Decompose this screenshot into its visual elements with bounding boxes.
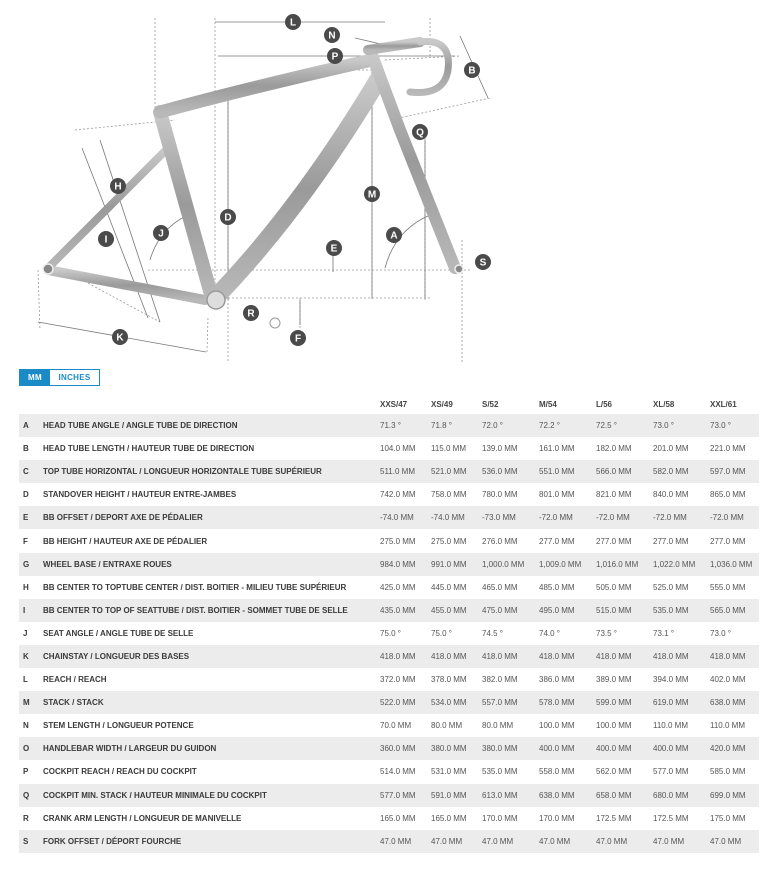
measurement-value: 47.0 MM: [710, 836, 742, 846]
measurement-name: BB OFFSET / DEPORT AXE DE PÉDALIER: [43, 513, 203, 523]
measurement-value: 70.0 MM: [380, 721, 412, 731]
measurement-value: 47.0 MM: [482, 836, 514, 846]
measurement-value: 562.0 MM: [596, 767, 632, 777]
table-row: [19, 483, 759, 506]
marker-j: [153, 225, 169, 241]
marker-f: [290, 330, 306, 346]
front-dropout: [455, 265, 463, 273]
marker-i: [98, 231, 114, 247]
measurement-value: 535.0 MM: [653, 605, 689, 615]
marker-l: [285, 14, 301, 30]
measurement-value: 418.0 MM: [653, 651, 689, 661]
measurement-value: 110.0 MM: [653, 721, 688, 731]
measurement-value: 386.0 MM: [539, 675, 575, 685]
measurement-value: 495.0 MM: [539, 605, 575, 615]
measurement-value: 400.0 MM: [653, 744, 689, 754]
marker-b: [464, 62, 480, 78]
size-header: L/56: [596, 400, 613, 409]
frame-geometry-diagram: [0, 0, 767, 362]
measurement-value: 75.0 °: [431, 628, 452, 638]
size-header: S/52: [482, 400, 499, 409]
measurement-letter: G: [23, 559, 30, 569]
measurement-value: 165.0 MM: [431, 813, 467, 823]
geometry-table-body: [19, 414, 759, 853]
measurement-value: 515.0 MM: [596, 605, 632, 615]
table-row: [19, 576, 759, 599]
size-header: M/54: [539, 400, 557, 409]
measurement-letter: D: [23, 490, 29, 500]
table-row: [19, 714, 759, 737]
measurement-letter: F: [23, 536, 28, 546]
measurement-value: 170.0 MM: [539, 813, 575, 823]
measurement-letter: Q: [23, 790, 30, 800]
size-header: XS/49: [431, 400, 453, 409]
measurement-letter: I: [23, 605, 26, 615]
measurement-value: 801.0 MM: [539, 490, 575, 500]
measurement-value: 73.5 °: [596, 628, 617, 638]
measurement-value: 73.0 °: [710, 628, 731, 638]
marker-label: L: [289, 17, 297, 29]
measurement-value: 485.0 MM: [539, 582, 575, 592]
measurement-value: 139.0 MM: [482, 444, 518, 454]
measurement-value: 71.8 °: [431, 421, 452, 431]
measurement-value: 418.0 MM: [431, 651, 467, 661]
measurement-value: 80.0 MM: [431, 721, 463, 731]
measurement-value: 110.0 MM: [710, 721, 745, 731]
table-row: [19, 599, 759, 622]
marker-label: E: [330, 243, 338, 255]
measurement-value: 511.0 MM: [380, 467, 415, 477]
table-row: [19, 784, 759, 807]
marker-label: R: [247, 308, 255, 320]
size-header: XL/58: [653, 400, 675, 409]
size-header: XXS/47: [380, 400, 408, 409]
measurement-letter: L: [23, 675, 28, 685]
table-row: [19, 553, 759, 576]
marker-label: P: [331, 51, 339, 63]
measurement-value: 47.0 MM: [653, 836, 685, 846]
measurement-name: HEAD TUBE ANGLE / ANGLE TUBE DE DIRECTION: [43, 421, 238, 431]
measurement-value: 619.0 MM: [653, 698, 689, 708]
bike-frame: [48, 42, 455, 300]
measurement-value: 1,009.0 MM: [539, 559, 582, 569]
measurement-letter: K: [23, 651, 29, 661]
measurement-value: 1,036.0 MM: [710, 559, 753, 569]
dimension-markers: [98, 14, 491, 346]
measurement-value: 165.0 MM: [380, 813, 416, 823]
measurement-value: 389.0 MM: [596, 675, 632, 685]
measurement-value: 780.0 MM: [482, 490, 518, 500]
marker-k: [112, 329, 128, 345]
marker-label: Q: [416, 127, 424, 139]
measurement-letter: M: [23, 698, 30, 708]
measurement-value: 514.0 MM: [380, 767, 416, 777]
measurement-value: 378.0 MM: [431, 675, 467, 685]
marker-s: [475, 254, 491, 270]
crank-circle: [270, 318, 280, 328]
measurement-value: 360.0 MM: [380, 744, 416, 754]
measurement-value: 382.0 MM: [482, 675, 518, 685]
measurement-value: -72.0 MM: [710, 513, 744, 523]
measurement-value: 991.0 MM: [431, 559, 467, 569]
measurement-value: 47.0 MM: [539, 836, 571, 846]
measurement-value: 455.0 MM: [431, 605, 467, 615]
marker-label: B: [468, 65, 476, 77]
measurement-value: 74.5 °: [482, 628, 503, 638]
measurement-value: 638.0 MM: [539, 790, 575, 800]
inches-unit-button[interactable]: INCHES: [50, 370, 99, 385]
measurement-value: 525.0 MM: [653, 582, 689, 592]
table-row: [19, 622, 759, 645]
measurement-name: STACK / STACK: [43, 698, 104, 708]
measurement-value: 172.5 MM: [653, 813, 689, 823]
measurement-value: 80.0 MM: [482, 721, 514, 731]
measurement-value: 984.0 MM: [380, 559, 416, 569]
measurement-letter: P: [23, 767, 29, 777]
measurement-value: 277.0 MM: [653, 536, 689, 546]
table-row: [19, 668, 759, 691]
measurement-value: 658.0 MM: [596, 790, 632, 800]
table-row: [19, 830, 759, 853]
measurement-value: 221.0 MM: [710, 444, 746, 454]
measurement-name: SEAT ANGLE / ANGLE TUBE DE SELLE: [43, 628, 194, 638]
measurement-value: 400.0 MM: [596, 744, 632, 754]
measurement-value: 558.0 MM: [539, 767, 575, 777]
measurement-value: 591.0 MM: [431, 790, 467, 800]
measurement-value: 72.0 °: [482, 421, 503, 431]
measurement-name: WHEEL BASE / ENTRAXE ROUES: [43, 559, 172, 569]
measurement-value: 742.0 MM: [380, 490, 416, 500]
measurement-value: 418.0 MM: [482, 651, 518, 661]
measurement-value: 394.0 MM: [653, 675, 689, 685]
measurement-value: 115.0 MM: [431, 444, 466, 454]
measurement-value: 582.0 MM: [653, 467, 689, 477]
measurement-value: 402.0 MM: [710, 675, 746, 685]
marker-label: A: [390, 230, 398, 242]
measurement-value: 699.0 MM: [710, 790, 746, 800]
measurement-value: -74.0 MM: [431, 513, 465, 523]
measurement-value: 400.0 MM: [539, 744, 575, 754]
marker-label: K: [116, 332, 124, 344]
measurement-letter: S: [23, 836, 29, 846]
measurement-value: 71.3 °: [380, 421, 401, 431]
measurement-value: 522.0 MM: [380, 698, 416, 708]
measurement-value: 420.0 MM: [710, 744, 746, 754]
measurement-value: 1,016.0 MM: [596, 559, 639, 569]
measurement-name: STANDOVER HEIGHT / HAUTEUR ENTRE-JAMBES: [43, 490, 237, 500]
measurement-value: 435.0 MM: [380, 605, 416, 615]
measurement-value: 566.0 MM: [596, 467, 632, 477]
bottom-bracket: [207, 291, 225, 309]
measurement-value: 74.0 °: [539, 628, 560, 638]
measurement-name: STEM LENGTH / LONGUEUR POTENCE: [43, 721, 194, 731]
size-header-row: [19, 395, 759, 414]
measurement-letter: J: [23, 628, 28, 638]
measurement-value: 565.0 MM: [710, 605, 746, 615]
measurement-letter: C: [23, 467, 29, 477]
measurement-value: 821.0 MM: [596, 490, 632, 500]
measurement-value: 47.0 MM: [431, 836, 463, 846]
measurement-value: 380.0 MM: [431, 744, 467, 754]
marker-d: [220, 209, 236, 225]
measurement-value: 104.0 MM: [380, 444, 416, 454]
measurement-letter: A: [23, 421, 29, 431]
table-row: [19, 737, 759, 760]
measurement-value: 380.0 MM: [482, 744, 518, 754]
marker-label: M: [367, 189, 377, 201]
marker-label: N: [328, 30, 336, 42]
marker-r: [243, 305, 259, 321]
measurement-value: 578.0 MM: [539, 698, 575, 708]
measurement-value: 840.0 MM: [653, 490, 689, 500]
measurement-value: 277.0 MM: [539, 536, 575, 546]
marker-q: [412, 124, 428, 140]
measurement-value: 75.0 °: [380, 628, 401, 638]
measurement-name: COCKPIT MIN. STACK / HAUTEUR MINIMALE DU COCKPIT: [43, 790, 267, 800]
table-row: [19, 760, 759, 783]
measurement-value: 680.0 MM: [653, 790, 689, 800]
measurement-value: 555.0 MM: [710, 582, 746, 592]
measurement-value: 275.0 MM: [380, 536, 416, 546]
measurement-value: 536.0 MM: [482, 467, 518, 477]
measurement-value: -72.0 MM: [653, 513, 687, 523]
marker-label: I: [104, 234, 108, 246]
measurement-name: CHAINSTAY / LONGUEUR DES BASES: [43, 651, 190, 661]
measurement-value: 418.0 MM: [539, 651, 575, 661]
measurement-letter: H: [23, 582, 29, 592]
measurement-value: 72.5 °: [596, 421, 617, 431]
measurement-value: 465.0 MM: [482, 582, 518, 592]
measurement-value: 534.0 MM: [431, 698, 467, 708]
measurement-value: 276.0 MM: [482, 536, 518, 546]
measurement-value: 865.0 MM: [710, 490, 746, 500]
measurement-name: TOP TUBE HORIZONTAL / LONGUEUR HORIZONTALE TUBE SUPÉRIEUR: [43, 467, 322, 477]
measurement-name: FORK OFFSET / DÉPORT FOURCHE: [43, 836, 182, 846]
measurement-value: -72.0 MM: [539, 513, 573, 523]
measurement-name: HEAD TUBE LENGTH / HAUTEUR TUBE DE DIRECTION: [43, 444, 255, 454]
measurement-letter: E: [23, 513, 29, 523]
measurement-value: 100.0 MM: [596, 721, 632, 731]
measurement-value: 585.0 MM: [710, 767, 746, 777]
marker-h: [110, 178, 126, 194]
measurement-name: COCKPIT REACH / REACH DU COCKPIT: [43, 767, 197, 777]
measurement-value: 372.0 MM: [380, 675, 416, 685]
measurement-value: 1,022.0 MM: [653, 559, 696, 569]
measurement-letter: R: [23, 813, 29, 823]
measurement-letter: O: [23, 744, 30, 754]
measurement-value: 1,000.0 MM: [482, 559, 525, 569]
marker-label: F: [294, 333, 302, 345]
measurement-value: 47.0 MM: [596, 836, 628, 846]
table-row: [19, 460, 759, 483]
marker-m: [364, 186, 380, 202]
measurement-value: 182.0 MM: [596, 444, 632, 454]
measurement-value: 613.0 MM: [482, 790, 518, 800]
measurement-value: 277.0 MM: [596, 536, 632, 546]
measurement-name: BB HEIGHT / HAUTEUR AXE DE PÉDALIER: [43, 536, 208, 546]
measurement-name: REACH / REACH: [43, 675, 107, 685]
measurement-value: 47.0 MM: [380, 836, 412, 846]
measurement-value: 505.0 MM: [596, 582, 632, 592]
table-row: [19, 529, 759, 552]
measurement-value: 170.0 MM: [482, 813, 518, 823]
marker-a: [386, 227, 402, 243]
measurement-value: 73.0 °: [710, 421, 731, 431]
measurement-value: 445.0 MM: [431, 582, 467, 592]
rear-dropout: [43, 264, 53, 274]
measurement-name: BB CENTER TO TOPTUBE CENTER / DIST. BOITIER - MILIEU TUBE SUPÉRIEUR: [43, 582, 347, 592]
measurement-value: 577.0 MM: [380, 790, 416, 800]
marker-label: S: [479, 257, 487, 269]
measurement-value: 201.0 MM: [653, 444, 689, 454]
table-row: [19, 807, 759, 830]
measurement-value: 72.2 °: [539, 421, 560, 431]
marker-label: J: [158, 228, 164, 240]
measurement-value: 175.0 MM: [710, 813, 746, 823]
measurement-value: 599.0 MM: [596, 698, 632, 708]
measurement-value: 418.0 MM: [710, 651, 746, 661]
measurement-value: 557.0 MM: [482, 698, 518, 708]
measurement-value: -73.0 MM: [482, 513, 516, 523]
marker-label: H: [114, 181, 122, 193]
measurement-value: 73.1 °: [653, 628, 674, 638]
measurement-value: 161.0 MM: [539, 444, 575, 454]
measurement-value: 758.0 MM: [431, 490, 467, 500]
measurement-value: 277.0 MM: [710, 536, 746, 546]
measurement-value: -72.0 MM: [596, 513, 630, 523]
marker-label: D: [224, 212, 232, 224]
measurement-value: 521.0 MM: [431, 467, 467, 477]
measurement-value: 418.0 MM: [380, 651, 416, 661]
marker-p: [327, 48, 343, 64]
measurement-name: HANDLEBAR WIDTH / LARGEUR DU GUIDON: [43, 744, 217, 754]
measurement-value: 418.0 MM: [596, 651, 632, 661]
measurement-value: 551.0 MM: [539, 467, 575, 477]
measurement-letter: N: [23, 721, 29, 731]
measurement-value: 535.0 MM: [482, 767, 518, 777]
measurement-value: 275.0 MM: [431, 536, 467, 546]
measurement-name: CRANK ARM LENGTH / LONGUEUR DE MANIVELLE: [43, 813, 242, 823]
measurement-name: BB CENTER TO TOP OF SEATTUBE / DIST. BOITIER - SOMMET TUBE DE SELLE: [43, 605, 348, 615]
measurement-value: 172.5 MM: [596, 813, 632, 823]
geometry-table: [19, 395, 759, 853]
table-row: [19, 645, 759, 668]
size-header: XXL/61: [710, 400, 737, 409]
measurement-value: 73.0 °: [653, 421, 674, 431]
unit-toggle[interactable]: [19, 369, 100, 386]
measurement-value: 531.0 MM: [431, 767, 467, 777]
marker-e: [326, 240, 342, 256]
measurement-value: 577.0 MM: [653, 767, 689, 777]
measurement-value: 425.0 MM: [380, 582, 416, 592]
measurement-letter: B: [23, 444, 29, 454]
table-row: [19, 691, 759, 714]
table-row: [19, 414, 759, 437]
mm-unit-button[interactable]: MM: [20, 370, 50, 385]
marker-n: [324, 27, 340, 43]
table-row: [19, 506, 759, 529]
measurement-value: 638.0 MM: [710, 698, 746, 708]
measurement-value: -74.0 MM: [380, 513, 414, 523]
table-row: [19, 437, 759, 460]
measurement-value: 100.0 MM: [539, 721, 575, 731]
measurement-value: 475.0 MM: [482, 605, 518, 615]
measurement-value: 597.0 MM: [710, 467, 746, 477]
